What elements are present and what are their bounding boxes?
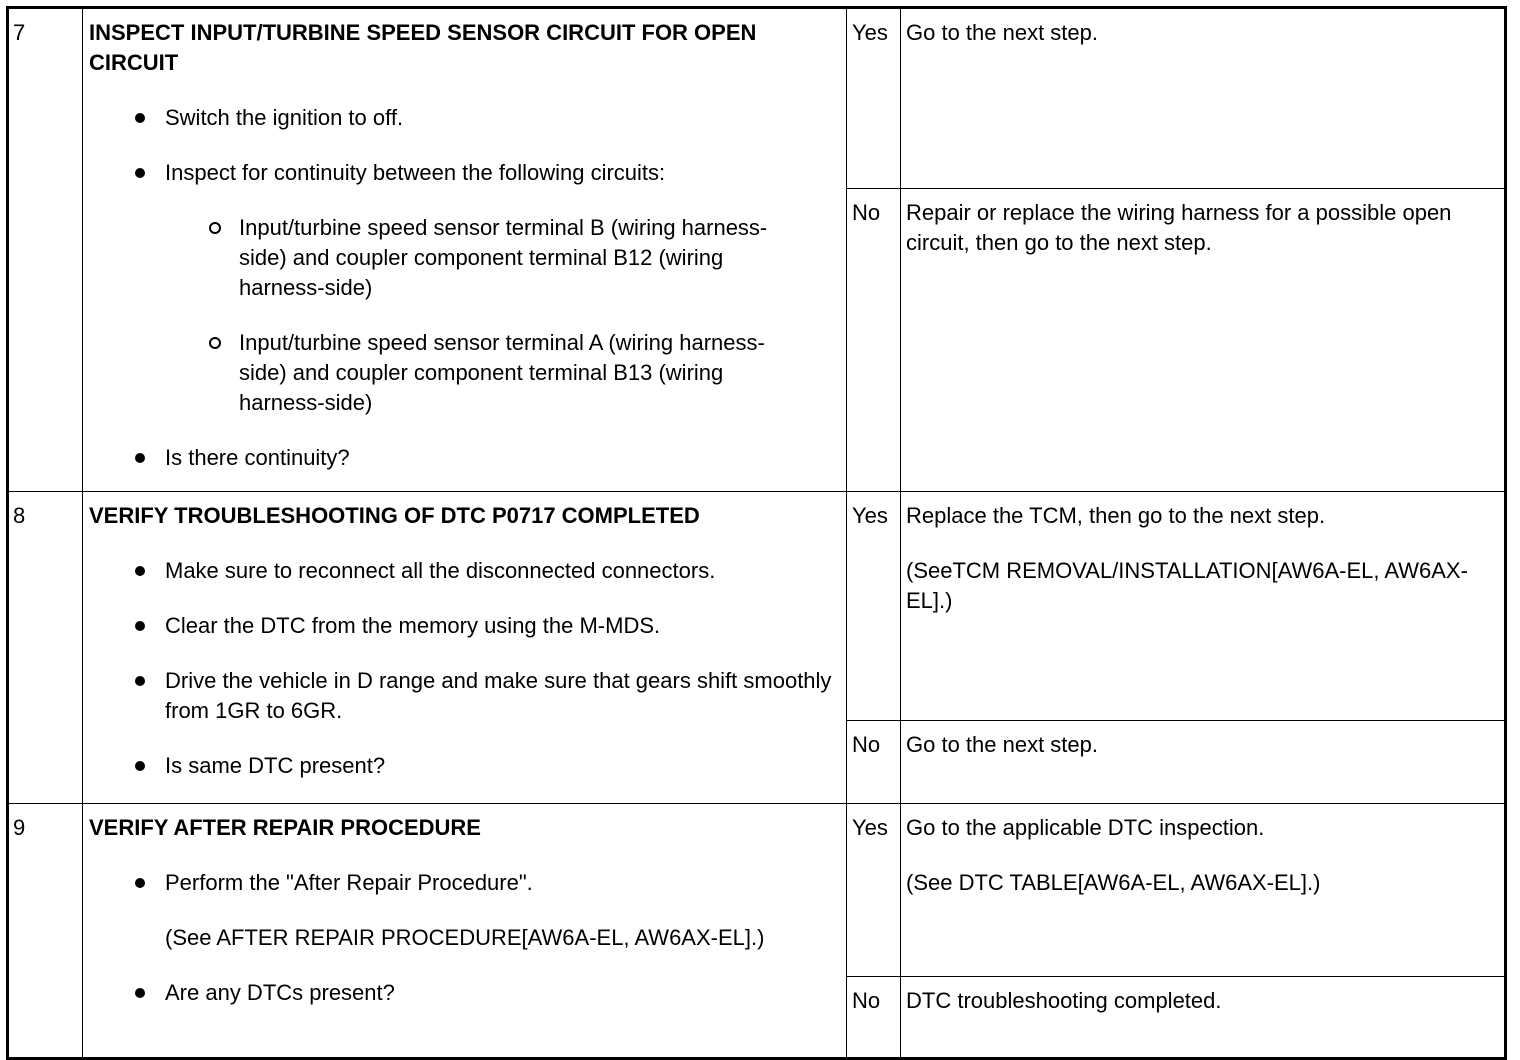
action-bullet: Make sure to reconnect all the disconnected connectors. [89, 556, 836, 586]
step-title: VERIFY AFTER REPAIR PROCEDURE [89, 815, 481, 840]
no-label: No [847, 189, 901, 492]
step-number: 7 [8, 8, 83, 492]
action-bullet: Is same DTC present? [89, 751, 836, 781]
no-label: No [847, 977, 901, 1059]
action-bullet: Switch the ignition to off. [89, 103, 836, 133]
action-bullet: Drive the vehicle in D range and make sure that gears shift smoothly from 1GR to 6GR. [89, 666, 836, 726]
reference-link[interactable]: (SeeTCM REMOVAL/INSTALLATION[AW6A-EL, AW6AX-EL].) [906, 558, 1468, 613]
no-result: DTC troubleshooting completed. [901, 977, 1506, 1059]
step-title: INSPECT INPUT/TURBINE SPEED SENSOR CIRCUIT FOR OPEN CIRCUIT [89, 20, 757, 75]
step-action-cell [83, 8, 847, 492]
step-title: VERIFY TROUBLESHOOTING OF DTC P0717 COMPLETED [89, 503, 700, 528]
action-list [89, 556, 836, 781]
yes-result: Go to the applicable DTC inspection. [906, 815, 1265, 840]
yes-result: Replace the TCM, then go to the next step. [906, 503, 1326, 528]
action-bullet-text: Inspect for continuity between the following circuits: [165, 160, 666, 185]
action-list [89, 103, 836, 473]
step-number: 9 [8, 804, 83, 1059]
step-action-cell [83, 804, 847, 1059]
step-number: 8 [8, 492, 83, 804]
reference-link[interactable]: (See AFTER REPAIR PROCEDURE[AW6A-EL, AW6AX-EL].) [165, 925, 765, 950]
yes-label: Yes [847, 8, 901, 189]
yes-result-cell [901, 804, 1506, 977]
action-list [89, 868, 836, 1008]
step-row-8-yes [8, 492, 1506, 721]
yes-result-cell [901, 492, 1506, 721]
action-bullet [89, 158, 836, 418]
troubleshooting-table [6, 6, 1507, 1060]
reference-link[interactable]: (See DTC TABLE[AW6A-EL, AW6AX-EL].) [906, 870, 1321, 895]
yes-result: Go to the next step. [901, 8, 1506, 189]
yes-label: Yes [847, 804, 901, 977]
action-bullet: Clear the DTC from the memory using the M-MDS. [89, 611, 836, 641]
action-bullet: Is there continuity? [89, 443, 836, 473]
circuit-sub-list [165, 213, 836, 418]
no-result: Go to the next step. [901, 721, 1506, 804]
action-bullet [89, 868, 836, 953]
circuit-sub-bullet: Input/turbine speed sensor terminal A (wiring harness-side) and coupler component terminal B13 (wiring harness-side) [165, 328, 799, 418]
yes-label: Yes [847, 492, 901, 721]
step-action-cell [83, 492, 847, 804]
step-row-9-yes [8, 804, 1506, 977]
step-row-7-yes [8, 8, 1506, 189]
action-bullet-text: Perform the "After Repair Procedure". [165, 870, 533, 895]
no-result: Repair or replace the wiring harness for a possible open circuit, then go to the next step. [901, 189, 1506, 492]
no-label: No [847, 721, 901, 804]
circuit-sub-bullet: Input/turbine speed sensor terminal B (wiring harness-side) and coupler component terminal B12 (wiring harness-side) [165, 213, 799, 303]
action-bullet: Are any DTCs present? [89, 978, 836, 1008]
